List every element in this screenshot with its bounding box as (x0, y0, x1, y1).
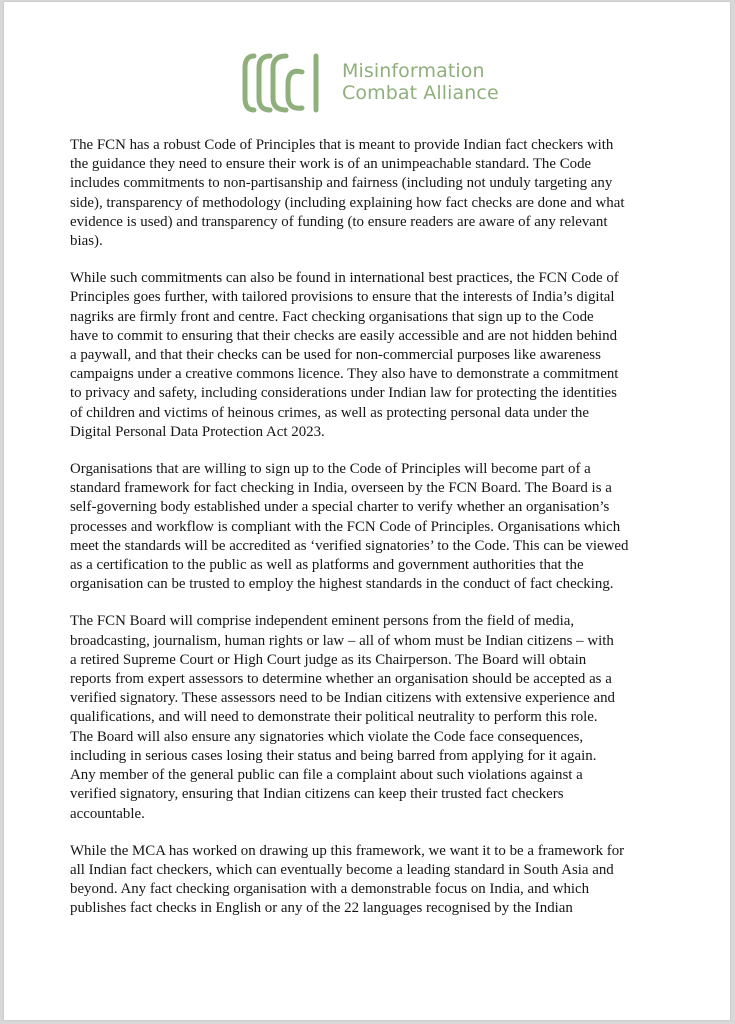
paragraph (70, 612, 670, 823)
body-text (70, 136, 670, 937)
text-line: beyond. Any fact checking organisation with a demonstrable focus on India, and which (70, 881, 590, 898)
text-line: including in serious cases losing their status and being barred from applying for it again. (70, 747, 597, 764)
text-line: bias). (70, 233, 103, 250)
paragraph (70, 460, 670, 594)
text-line: includes commitments to non-partisanship and fairness (including not unduly targeting any (70, 175, 613, 192)
text-line: Organisations that are willing to sign up to the Code of Principles will become part of a (70, 461, 591, 478)
text-line: qualifications, and will need to demonstrate their political neutrality to perform this role. (70, 709, 598, 726)
paragraph (70, 269, 670, 442)
text-line: Digital Personal Data Protection Act 2023. (70, 423, 325, 440)
text-line: accountable. (70, 805, 145, 822)
text-line: broadcasting, journalism, human rights or law – all of whom must be Indian citizens – with (70, 632, 614, 649)
logo-line-2: Combat Alliance (342, 82, 499, 104)
document-page (4, 2, 730, 1020)
text-line: The Board will also ensure any signatories which violate the Code face consequences, (70, 728, 584, 745)
text-line: The FCN has a robust Code of Principles that is meant to provide Indian fact checkers with (70, 137, 614, 153)
text-line: to privacy and safety, including considerations under Indian law for protecting the identities (70, 385, 617, 402)
text-line: organisation can be trusted to employ the highest standards in the conduct of fact checking. (70, 576, 614, 593)
text-line: publishes fact checks in English or any of the 22 languages recognised by the Indian (70, 900, 573, 917)
text-line: verified signatory, ensuring that Indian citizens can keep their trusted fact checkers (70, 786, 564, 803)
text-line: The FCN Board will comprise independent eminent persons from the field of media, (70, 613, 575, 630)
text-line: the guidance they need to ensure their work is of an unimpeachable standard. The Code (70, 156, 592, 173)
text-line: a retired Supreme Court or High Court judge as its Chairperson. The Board will obtain (70, 651, 587, 668)
mca-logo (242, 50, 499, 114)
text-line: processes and workflow is compliant with the FCN Code of Principles. Organisations which (70, 518, 621, 535)
text-line: reports from expert assessors to determine whether an organisation should be accepted as a (70, 671, 612, 688)
text-line: self-governing body established under a special charter to verify whether an organisation’s (70, 499, 610, 516)
paragraph (70, 842, 670, 919)
mca-logo-mark-icon (242, 50, 332, 114)
text-line: nagriks are firmly front and centre. Fact checking organisations that sign up to the Code (70, 308, 594, 325)
text-line: evidence is used) and transparency of funding (to ensure readers are aware of any relevant (70, 213, 608, 230)
logo-line-1: Misinformation (342, 60, 485, 82)
paragraph (70, 136, 670, 251)
text-line: Principles goes further, with tailored provisions to ensure that the interests of India’s digital (70, 289, 615, 306)
text-line: have to commit to ensuring that their checks are easily accessible and are not hidden behind (70, 327, 618, 344)
text-line: campaigns under a creative commons licence. They also have to demonstrate a commitment (70, 366, 619, 383)
text-line: of children and victims of heinous crimes, as well as protecting personal data under the (70, 404, 589, 421)
text-line: While the MCA has worked on drawing up this framework, we want it to be a framework for (70, 842, 625, 859)
text-line: as a certification to the public as well as platforms and government authorities that the (70, 557, 584, 574)
text-line: Any member of the general public can file a complaint about such violations against a (70, 767, 583, 784)
text-line: meet the standards will be accredited as ‘verified signatories’ to the Code. This can be viewed (70, 537, 629, 554)
logo-wordmark (342, 60, 499, 104)
text-line: While such commitments can also be found in international best practices, the FCN Code of (70, 270, 619, 287)
text-line: side), transparency of methodology (including explaining how fact checks are done and what (70, 194, 625, 211)
text-line: standard framework for fact checking in India, overseen by the FCN Board. The Board is a (70, 480, 612, 497)
text-line: a paywall, and that their checks can be used for non-commercial purposes like awareness (70, 347, 601, 364)
text-line: verified signatory. These assessors need to be Indian citizens with extensive experience and (70, 690, 615, 707)
text-line: all Indian fact checkers, which can eventually become a leading standard in South Asia and (70, 861, 614, 878)
